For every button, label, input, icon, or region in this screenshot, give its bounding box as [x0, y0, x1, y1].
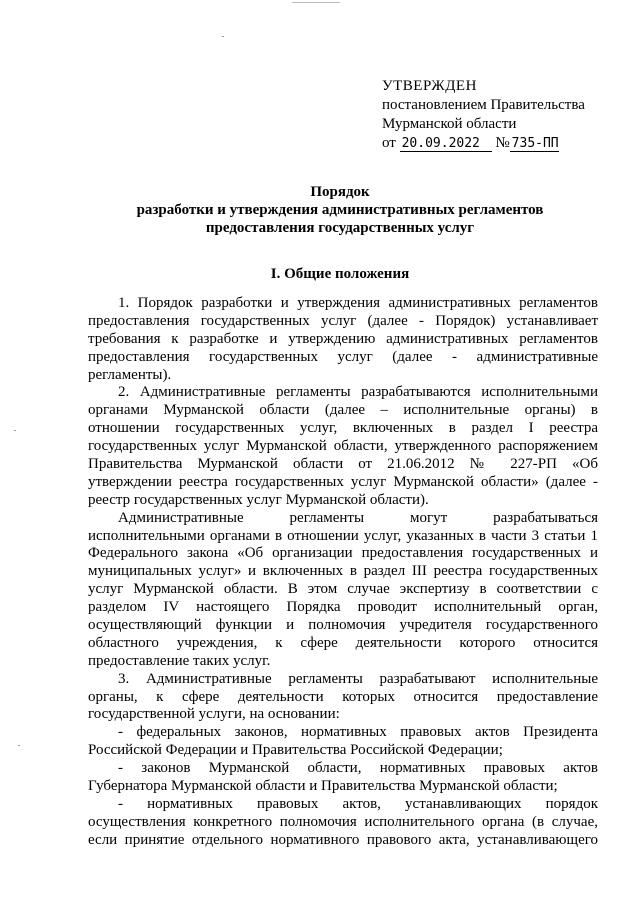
body-line: государственной услуги, на основании:	[88, 706, 340, 723]
approval-line-1: постановлением Правительства	[382, 97, 585, 113]
body-line: Правительства Мурманской области от 21.06.2012 № 227-РП «Об	[88, 456, 598, 473]
body-line: 2. Административные регламенты разрабатываются исполнительными	[118, 384, 598, 401]
body-line: предоставление таких услуг.	[88, 652, 271, 669]
approval-heading: УТВЕРЖДЕН	[382, 78, 477, 94]
body-line: 3. Административные регламенты разрабатывают исполнительные	[118, 670, 598, 687]
approval-date: 20.09.2022	[400, 136, 492, 152]
body-line: 1. Порядок разработки и утверждения административных регламентов	[118, 295, 598, 311]
body-line: Губернатора Мурманской области и Правительства Мурманской области;	[88, 778, 558, 795]
approval-number-sign: №	[495, 135, 510, 151]
document-title	[80, 183, 600, 237]
body-line: - законов Мурманской области, нормативных правовых актов	[118, 760, 598, 777]
approval-line-2: Мурманской области	[382, 116, 517, 132]
body-line: муниципальных услуг» и включенных в раздел III реестра государственных	[88, 563, 598, 580]
approval-date-line	[382, 134, 622, 153]
body-line: органами Мурманской области (далее – исполнительные органы) в	[88, 402, 598, 419]
body-line: - нормативных правовых актов, устанавливающих порядок	[118, 795, 598, 812]
body-line: Российской Федерации и Правительства Российской Федерации;	[88, 742, 503, 759]
body-line: если принятие отдельного нормативного правового акта, устанавливающего	[88, 831, 598, 848]
body-line: областного учреждения, к сфере деятельности которого относится	[88, 634, 598, 651]
approval-stamp	[382, 77, 622, 153]
approval-from-label: от	[382, 135, 396, 151]
title-line: Порядок	[310, 184, 370, 200]
section-heading: I. Общие положения	[270, 266, 410, 282]
body-line: государственных услуг Мурманской области, утвержденного распоряжением	[88, 438, 598, 455]
body-line: разделом IV настоящего Порядка проводит исполнительный орган,	[88, 599, 598, 616]
scan-artifact	[222, 36, 224, 37]
scan-artifact	[14, 430, 16, 431]
body-line: реестр государственных услуг Мурманской области).	[88, 491, 429, 508]
body-line: исполнительными органами в отношении услуг, указанных в части 3 статьи 1	[88, 527, 598, 544]
body-line: - федеральных законов, нормативных правовых актов Президента	[118, 724, 598, 741]
scan-artifact	[18, 745, 20, 746]
body-line: Федерального закона «Об организации предоставления государственных и	[88, 545, 598, 562]
body-line: предоставления государственных услуг (далее - Порядок) устанавливает	[88, 312, 598, 329]
body-line: органы, к сфере деятельности которых относится предоставление	[88, 688, 598, 705]
title-line: предоставления государственных услуг	[205, 220, 475, 236]
body-line: требования к разработке и утверждению административных регламентов	[88, 330, 598, 347]
body-line: Административные регламенты могут разрабатываться	[118, 509, 598, 526]
document-body	[88, 295, 598, 850]
body-line: регламенты).	[88, 366, 172, 383]
body-line: услуг Мурманской области. В этом случае экспертизу в соответствии с	[88, 581, 598, 598]
body-line: предоставления государственных услуг (далее - административные	[88, 348, 598, 365]
body-line: утверждении реестра государственных услуг Мурманской области» (далее -	[88, 473, 598, 490]
title-line: разработки и утверждения административных регламентов	[136, 202, 544, 218]
approval-number: 735-ПП	[511, 136, 559, 151]
body-line: отношении государственных услуг, включенных в раздел I реестра	[88, 420, 598, 437]
body-line: осуществления конкретного полномочия исполнительного органа (в случае,	[88, 813, 598, 830]
scan-artifact	[292, 2, 340, 3]
body-line: осуществляющий функции и полномочия учредителя государственного	[88, 617, 598, 634]
